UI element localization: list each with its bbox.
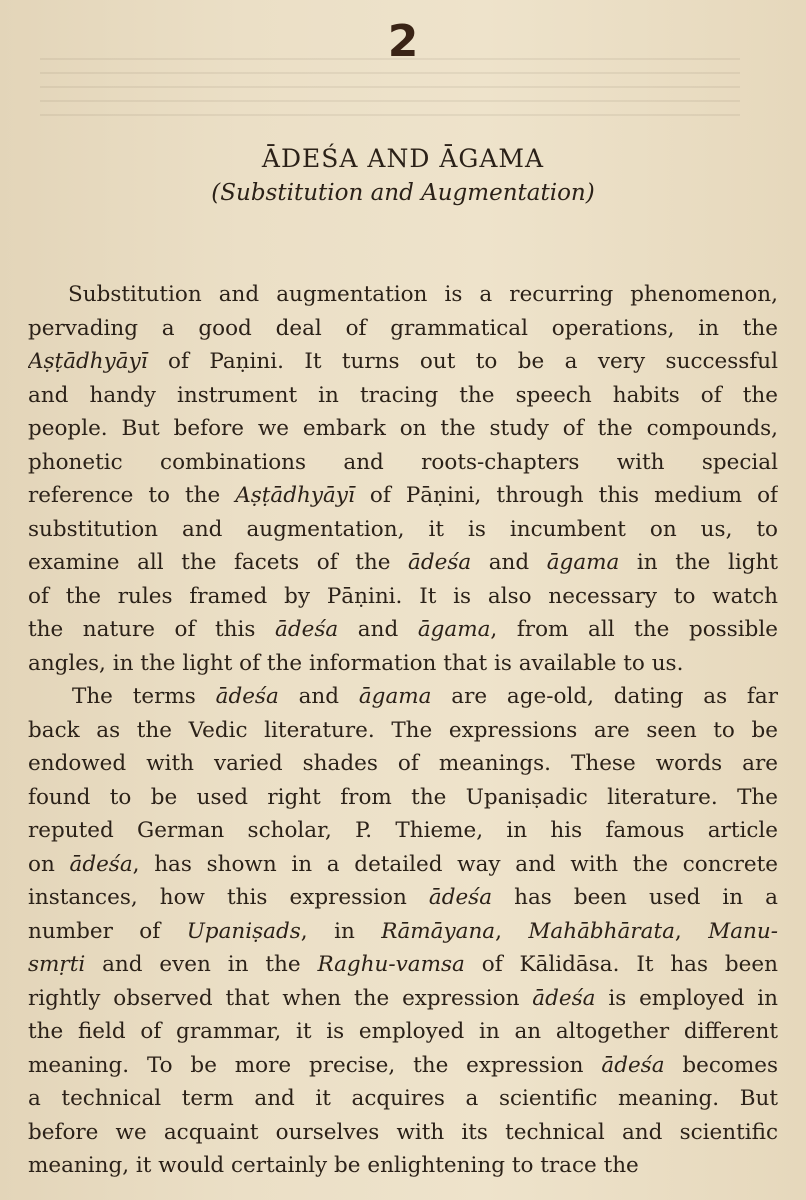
text-run: of Kālidāsa. It has been	[464, 952, 778, 977]
italic-term: ādeśa	[215, 684, 279, 709]
text-run: and handy instrument in tracing the speech habits of the	[28, 382, 778, 408]
text-line	[28, 1116, 778, 1150]
text-run: Substitution and augmentation is a recurring phenomenon,	[68, 282, 778, 307]
text-line	[28, 278, 778, 312]
text-line	[28, 948, 778, 982]
italic-term: smṛti	[28, 952, 86, 977]
text-run: on	[28, 851, 70, 877]
text-line	[28, 814, 778, 848]
text-run: substitution and augmentation, it is incumbent on us, to	[28, 516, 778, 542]
italic-term: āgama	[546, 550, 620, 575]
text-run: and	[278, 684, 359, 709]
italic-term: ādeśa	[275, 617, 339, 642]
text-run: becomes	[664, 1052, 778, 1078]
text-line	[28, 747, 778, 781]
text-run: a technical term and it acquires a scientific meaning. But	[28, 1086, 778, 1111]
italic-term: ādeśa	[428, 885, 493, 910]
italic-term: Aṣṭādhyāyī	[235, 483, 355, 508]
text-line	[28, 881, 778, 915]
chapter-title: ĀDEŚA AND ĀGAMA	[261, 144, 545, 173]
text-run: rightly observed that when the expression	[28, 985, 533, 1011]
text-run: and	[338, 617, 418, 642]
text-run: angles, in the light of the information that is available to us.	[28, 650, 684, 676]
text-run: , from all the possible	[490, 617, 778, 642]
italic-term: āgama	[358, 684, 432, 709]
text-line	[28, 446, 778, 480]
text-run: ,	[674, 918, 709, 944]
text-line	[28, 714, 778, 748]
text-run: meaning, it would certainly be enlightening to trace the	[28, 1153, 639, 1178]
text-run: of Pāṇini, through this medium of	[354, 483, 778, 508]
italic-term: āgama	[417, 617, 491, 642]
text-run: before we acquaint ourselves with its technical and scientific	[28, 1119, 778, 1145]
chapter-subtitle: (Substitution and Augmentation)	[211, 180, 595, 206]
text-line	[28, 613, 778, 647]
text-line	[28, 680, 778, 714]
text-run: found to be used right from the Upaniṣadic literature. The	[28, 784, 778, 810]
text-run: The terms	[72, 684, 216, 709]
text-line	[28, 1049, 778, 1083]
text-run: endowed with varied shades of meanings. These words are	[28, 751, 778, 776]
text-run: back as the Vedic literature. The expressions are seen to be	[28, 717, 778, 743]
italic-term: ādeśa	[532, 985, 596, 1011]
text-line	[28, 479, 778, 513]
italic-term: ādeśa	[408, 550, 472, 575]
text-line	[28, 848, 778, 882]
text-run: instances, how this expression	[28, 885, 429, 910]
text-line	[28, 379, 778, 413]
body-text	[28, 278, 778, 1183]
text-run: pervading a good deal of grammatical operations, in the	[28, 315, 778, 341]
text-run: has been used in a	[492, 885, 778, 910]
italic-term: ādeśa	[601, 1052, 665, 1078]
text-run: are age-old, dating as far	[431, 684, 778, 709]
text-line	[28, 1015, 778, 1049]
text-line	[28, 982, 778, 1016]
text-line	[28, 1149, 778, 1183]
text-run: of Paṇini. It turns out to be a very successful	[147, 349, 778, 374]
text-run: , in	[300, 918, 382, 944]
text-run: ,	[495, 918, 529, 944]
text-run: number of	[28, 918, 187, 944]
text-line	[28, 312, 778, 346]
italic-term: Aṣṭādhyāyī	[28, 349, 148, 374]
italic-term: Raghu-vamsa	[317, 952, 465, 977]
text-line	[28, 781, 778, 815]
text-run: of the rules framed by Pāṇini. It is also necessary to watch	[28, 583, 778, 609]
text-run: and	[471, 550, 547, 575]
chapter-number: 2	[387, 16, 419, 67]
text-line	[28, 546, 778, 580]
text-run: the nature of this	[28, 617, 276, 642]
text-line	[28, 647, 778, 681]
text-run: and even in the	[85, 952, 318, 977]
text-run: people. But before we embark on the study of the compounds,	[28, 416, 778, 441]
bleed-through-texture	[40, 58, 740, 128]
italic-term: ādeśa	[69, 851, 133, 877]
italic-term: Mahābhārata	[528, 918, 675, 944]
text-line	[28, 580, 778, 614]
text-line	[28, 915, 778, 949]
text-run: reference to the	[28, 483, 236, 508]
text-line	[28, 1082, 778, 1116]
italic-term: Rāmāyana	[381, 918, 496, 944]
italic-term: Manu-	[708, 918, 778, 944]
text-run: meaning. To be more precise, the expression	[28, 1052, 602, 1078]
text-line	[28, 412, 778, 446]
italic-term: Upaniṣads	[186, 918, 301, 944]
text-line	[28, 345, 778, 379]
text-run: phonetic combinations and roots-chapters with special	[28, 449, 778, 475]
text-run: , has shown in a detailed way and with the concrete	[132, 851, 778, 877]
text-run: examine all the facets of the	[28, 550, 409, 575]
text-run: reputed German scholar, P. Thieme, in his famous article	[28, 818, 778, 843]
text-line	[28, 513, 778, 547]
text-run: is employed in	[595, 985, 778, 1011]
text-run: in the light	[619, 550, 778, 575]
text-run: the field of grammar, it is employed in an altogether different	[28, 1019, 778, 1044]
